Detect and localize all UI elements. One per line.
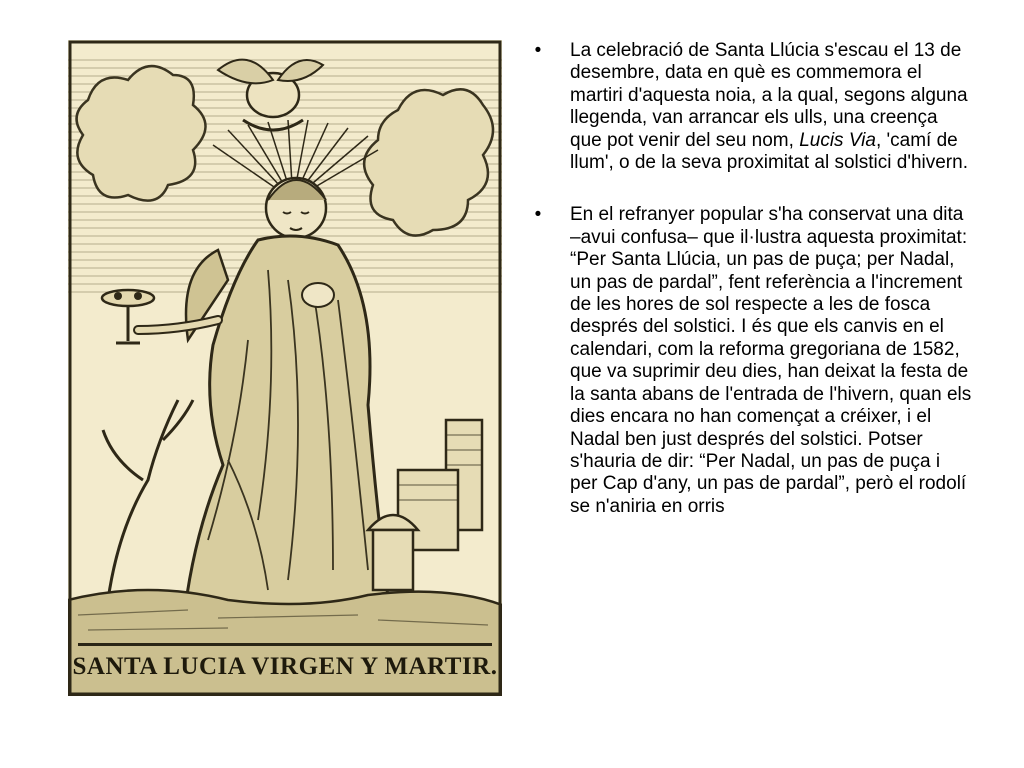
text-segment: , 'camí de llum', o de la seva proximitat al solstici d'hivern.	[570, 129, 968, 174]
engraving-illustration	[68, 40, 502, 696]
engraving-caption	[72, 643, 498, 688]
text-column	[532, 40, 972, 518]
italic-segment: Lucis Via	[799, 129, 876, 151]
bullet-icon: •	[534, 40, 542, 61]
saint-head	[266, 178, 326, 238]
bullet-paragraph	[570, 204, 972, 518]
town-buildings	[368, 420, 482, 590]
engraving-caption-text: SANTA LUCIA VIRGEN Y MARTIR.	[72, 653, 498, 680]
text-segment: La celebració de Santa Llúcia s'escau el 13 de desembre, data en què es commemora el martiri d'aquesta noia, a la qual, segons alguna llegenda, van arrancar els ulls, una creença que pot venir del seu nom,	[570, 40, 968, 151]
saint-lucy-engraving	[68, 40, 502, 696]
bullet-icon: •	[534, 204, 542, 226]
bullet-item	[532, 40, 972, 174]
saint-robe	[183, 236, 393, 635]
bullet-item	[532, 204, 972, 518]
angel	[218, 60, 323, 130]
text-segment: En el refranyer popular s'ha conservat una dita –avui confusa– que il·lustra aquesta proximitat: “Per Santa Llúcia, un pas de puça; per Nadal, un pas de pardal”, fent referència a l'increment de les hores de sol respecte a les de fosca després del solstici. I és que els canvis en el calendari, com la reforma gregoriana de 1582, que va suprimir deu dies, han deixat la festa de la santa abans de l'entrada de l'hivern, quan els dies encara no han començat a créixer, i el Nadal ben just després del solstici. Potser s'hauria de dir: “Per Nadal, un pas de puça i per Cap d'any, un pas de pardal”, però el rodolí se n'aniria en orris	[570, 204, 972, 517]
bullet-paragraph	[570, 40, 972, 174]
